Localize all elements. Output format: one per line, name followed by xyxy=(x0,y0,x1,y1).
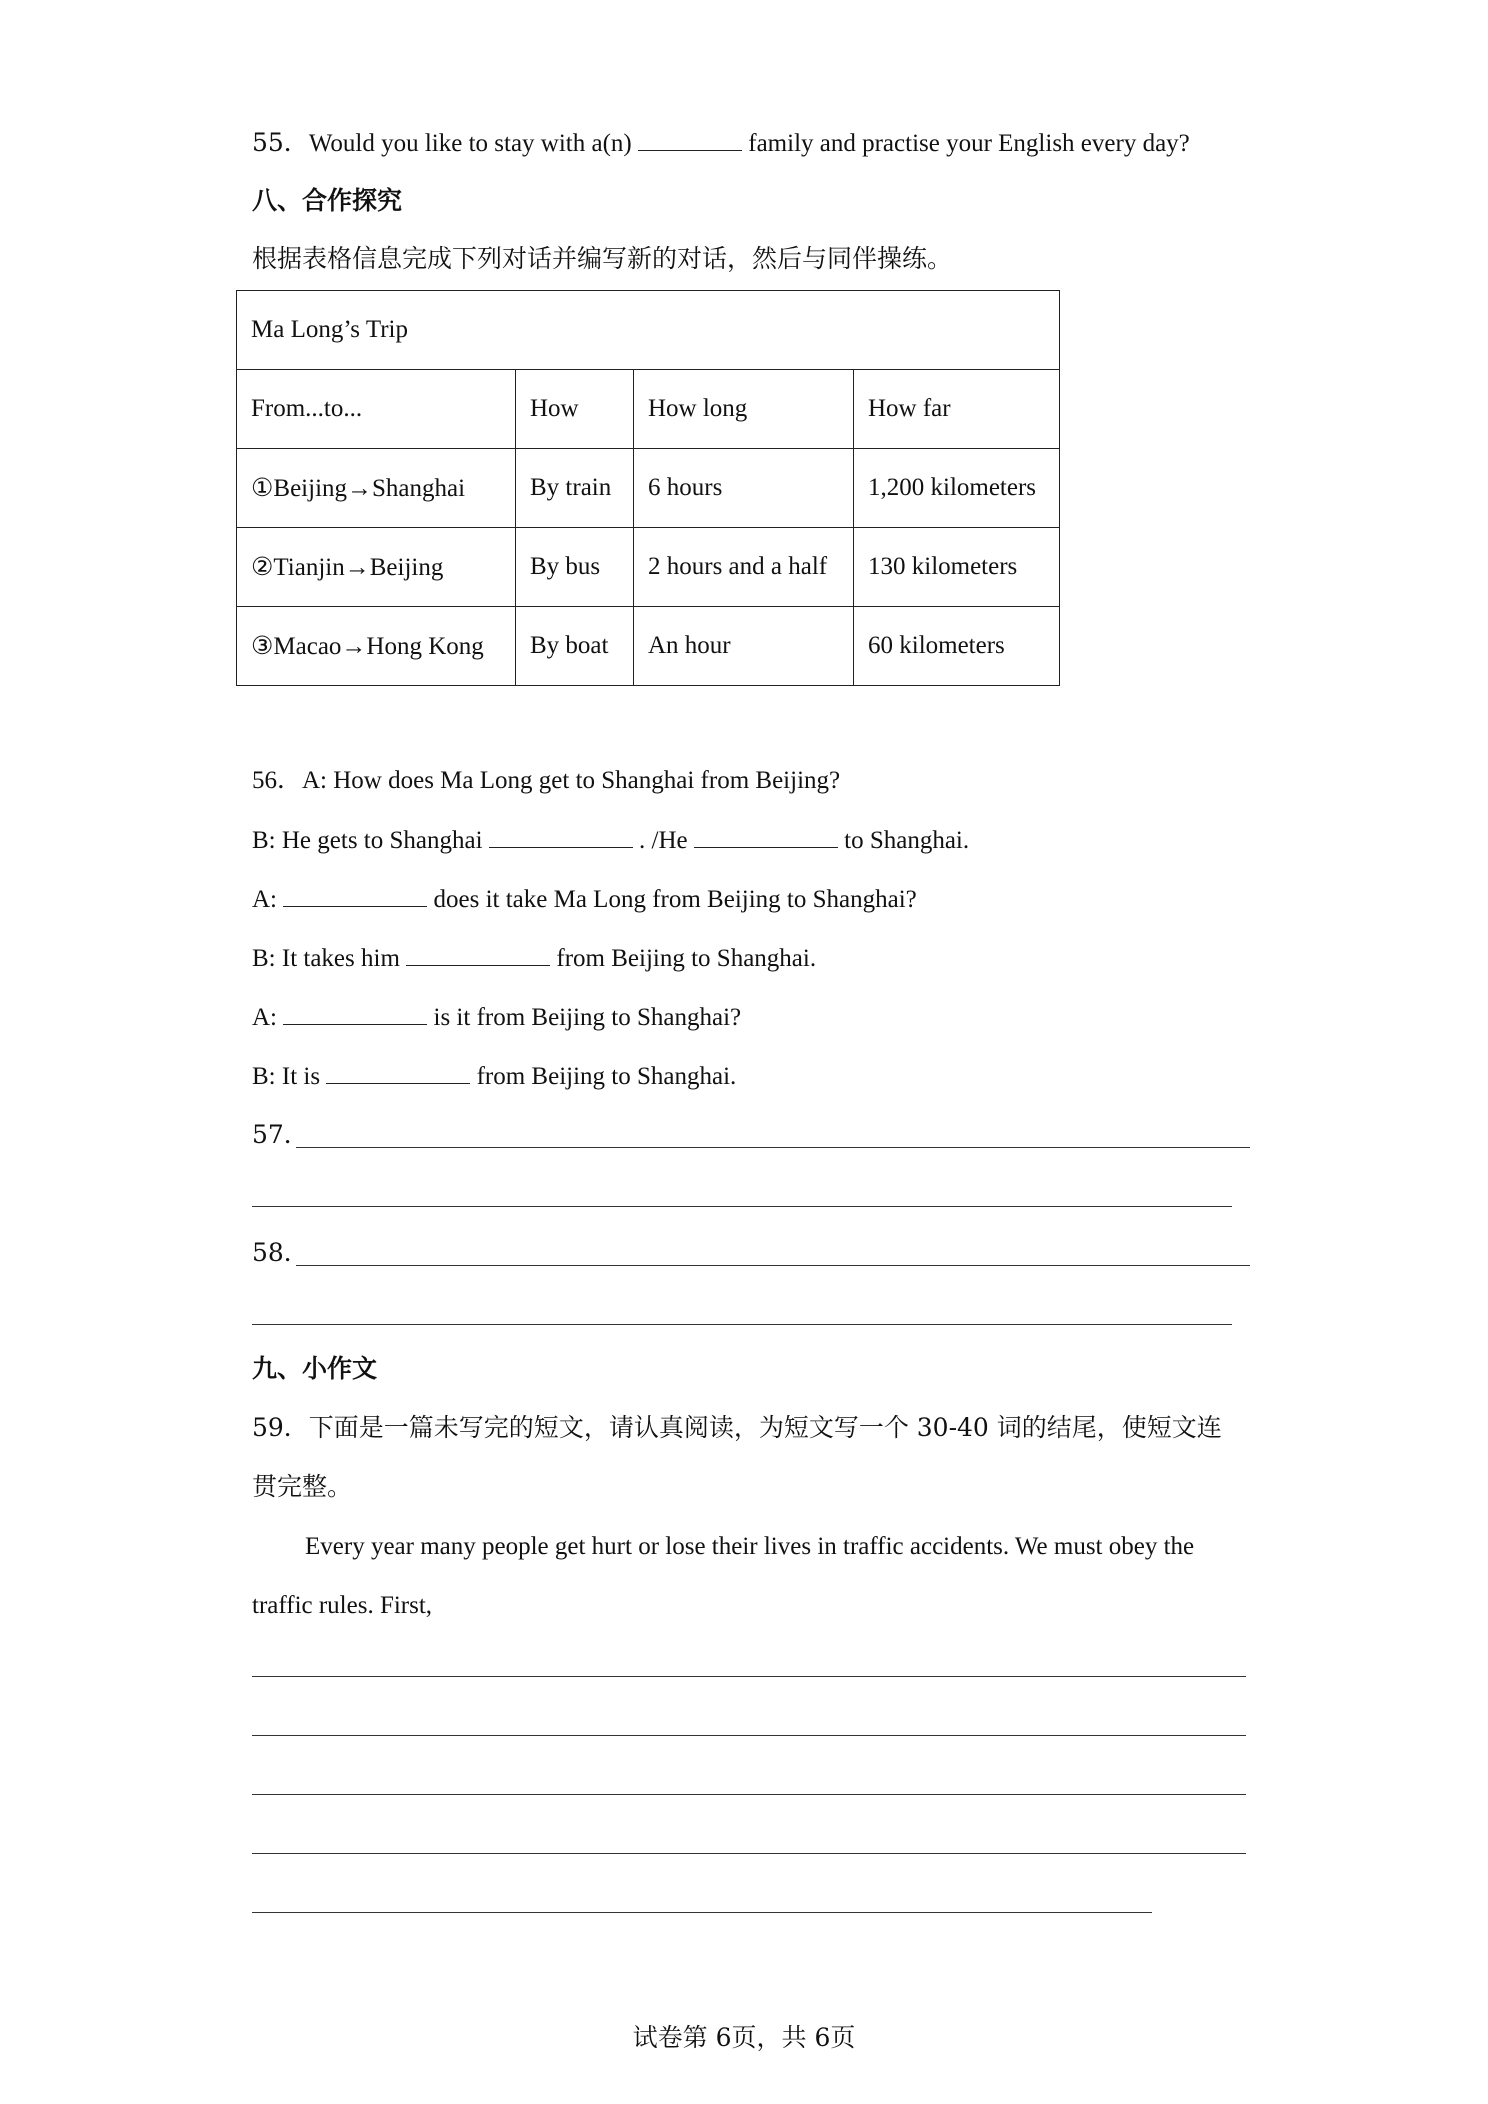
table-cell: An hour xyxy=(634,607,854,686)
q56-line6-part2: from Beijing to Shanghai. xyxy=(476,1063,737,1090)
q56-line2 xyxy=(252,823,969,858)
q56-line4-part1: B: It takes him xyxy=(252,945,400,972)
table-header-row xyxy=(237,370,1060,449)
q56-blank-how-long[interactable] xyxy=(283,882,427,907)
q56-line5-part2: is it from Beijing to Shanghai? xyxy=(433,1004,742,1031)
q59-instruction-line1: 59．下面是一篇未写完的短文，请认真阅读，为短文写一个 30-40 词的结尾，使短文连 xyxy=(252,1413,1222,1442)
q56-line3-part1: A: xyxy=(252,886,277,913)
q59-answer-line-2[interactable] xyxy=(252,1735,1246,1736)
table-cell: ③Macao→Hong Kong xyxy=(237,607,516,686)
q56-line1: 56．A: How does Ma Long get to Shanghai from Beijing? xyxy=(252,767,841,794)
section8-instruction: 根据表格信息完成下列对话并编写新的对话，然后与同伴操练。 xyxy=(252,244,953,273)
q56-line5-part1: A: xyxy=(252,1004,277,1031)
q59-passage-line1: Every year many people get hurt or lose their lives in traffic accidents. We must obey the xyxy=(305,1533,1195,1560)
table-cell: 6 hours xyxy=(634,449,854,528)
q56-blank-how-1[interactable] xyxy=(489,823,633,848)
q56-line6 xyxy=(252,1059,736,1094)
q58-answer-line-2[interactable] xyxy=(252,1324,1232,1325)
table-cell: 60 kilometers xyxy=(854,607,1060,686)
q56-line3-part2: does it take Ma Long from Beijing to Shanghai? xyxy=(433,886,917,913)
q56-line5 xyxy=(252,1000,741,1035)
table-row xyxy=(237,607,1060,686)
q56-blank-time[interactable] xyxy=(406,941,550,966)
table-row xyxy=(237,449,1060,528)
table-row xyxy=(237,528,1060,607)
table-header-cell: How far xyxy=(854,370,1060,449)
table-title-row xyxy=(237,291,1060,370)
q56-line2-part3: to Shanghai. xyxy=(844,827,970,854)
page-footer: 试卷第 6页，共 6页 xyxy=(632,2023,856,2052)
table-cell: By train xyxy=(516,449,634,528)
q56-line4-part2: from Beijing to Shanghai. xyxy=(556,945,817,972)
q55-text-after: family and practise your English every day? xyxy=(748,130,1190,157)
table-header-cell: How long xyxy=(634,370,854,449)
q56-blank-how-far[interactable] xyxy=(283,1000,427,1025)
section9-heading: 九、小作文 xyxy=(252,1354,378,1383)
q55-blank[interactable] xyxy=(638,126,742,151)
table-cell: By boat xyxy=(516,607,634,686)
q59-answer-line-4[interactable] xyxy=(252,1853,1246,1854)
table-cell: ②Tianjin→Beijing xyxy=(237,528,516,607)
q56-blank-distance[interactable] xyxy=(326,1059,470,1084)
q57-answer-line-1[interactable] xyxy=(296,1147,1250,1148)
q56-line6-part1: B: It is xyxy=(252,1063,321,1090)
section8-heading: 八、合作探究 xyxy=(252,186,403,215)
table-cell: 130 kilometers xyxy=(854,528,1060,607)
q59-answer-line-5[interactable] xyxy=(252,1912,1152,1913)
table-header-cell: How xyxy=(516,370,634,449)
q56-line2-part1: B: He gets to Shanghai xyxy=(252,827,483,854)
q55-number: 55． xyxy=(252,128,309,157)
q57-answer-line-2[interactable] xyxy=(252,1206,1232,1207)
q59-answer-line-1[interactable] xyxy=(252,1676,1246,1677)
q56-line3 xyxy=(252,882,917,917)
q58-number: 58． xyxy=(252,1238,309,1267)
q59-instruction-line2: 贯完整。 xyxy=(252,1472,353,1501)
table-title: Ma Long’s Trip xyxy=(237,291,1060,370)
trip-table xyxy=(236,290,1060,686)
q56-line4 xyxy=(252,941,816,976)
table-cell: ①Beijing→Shanghai xyxy=(237,449,516,528)
q56-blank-how-2[interactable] xyxy=(694,823,838,848)
table-cell: 1,200 kilometers xyxy=(854,449,1060,528)
q56-line2-part2: . /He xyxy=(639,827,688,854)
q59-passage-line2: traffic rules. First, xyxy=(252,1592,433,1619)
table-cell: 2 hours and a half xyxy=(634,528,854,607)
table-cell: By bus xyxy=(516,528,634,607)
q57-number: 57． xyxy=(252,1120,309,1149)
table-header-cell: From...to... xyxy=(237,370,516,449)
q58-answer-line-1[interactable] xyxy=(296,1265,1250,1266)
q55-text-before: Would you like to stay with a(n) xyxy=(308,130,632,157)
q59-answer-line-3[interactable] xyxy=(252,1794,1246,1795)
q55-line xyxy=(252,126,1190,161)
